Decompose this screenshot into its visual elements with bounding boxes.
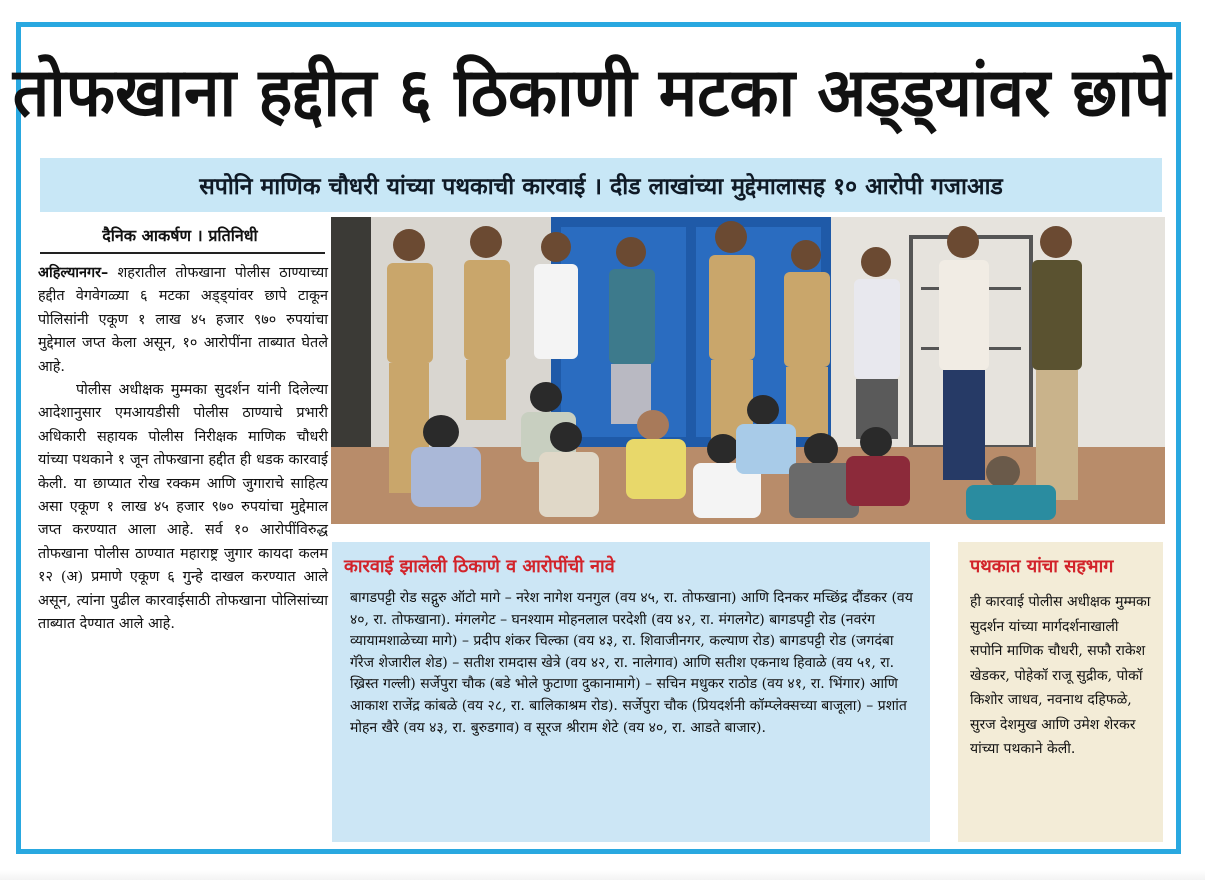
byline-divider [40, 252, 325, 254]
article-body [38, 262, 328, 832]
team-box-title: पथकात यांचा सहभाग [970, 556, 1114, 577]
article-subheadline: सपोनि माणिक चौधरी यांच्या पथकाची कारवाई । दीड लाखांच्या मुद्देमालासह १० आरोपी गजाआड [40, 158, 1162, 212]
page-bottom-edge [0, 870, 1205, 880]
article-paragraph-1 [38, 262, 328, 379]
news-photo [331, 217, 1165, 524]
locations-box-title: कारवाई झालेली ठिकाणे व आरोपींची नावे [344, 556, 615, 577]
locations-box [332, 542, 930, 842]
article-dateline: अहिल्यानगर– [38, 265, 109, 281]
locations-box-text: बागडपट्टी रोड सद्गुरु ऑटो मागे – नरेश नागेश यनगुल (वय ४५, रा. तोफखाना) आणि दिनकर मच्छिंद्र दौंडकर (वय ४०, रा. तोफखाना). मंगलगेट – घनश्याम मोहनलाल परदेशी (वय ४२, रा. मंगलगेट) बागडपट्टी रोड (नवरंग व्यायामशाळेच्या मागे) – प्रदीप शंकर चिल्का (वय ४३, रा. शिवाजीनगर, कल्याण रोड) बागडपट्टी रोड (जगदंबा गॅरेज शेजारील शेड) – सतीश रामदास खेत्रे (वय ४२, रा. नालेगाव) आणि सतीश एकनाथ हिवाळे (वय ५१, रा. ख्रिस्त गल्ली) सर्जेपुरा चौक (बडे भोले फुटाणा दुकानामागे) – सचिन मधुकर राठोड (वय ४१, रा. भिंगार) आणि आकाश राजेंद्र कांबळे (वय २८, रा. बालिकाश्रम रोड). सर्जेपुरा चौक (प्रियदर्शनी कॉम्प्लेक्सच्या बाजूला) – प्रशांत मोहन खैरे (वय ४३, रा. बुरुडगाव) व सूरज श्रीराम शेटे (वय ४०, रा. आडते बाजार). [350, 590, 913, 736]
article-paragraph-1-text: शहरातील तोफखाना पोलीस ठाण्याच्या हद्दीत वेगवेगळ्या ६ मटका अड्ड्यांवर छापे टाकून पोलिसांनी एकूण १ लाख ४५ हजार ९७० रुपयांचा मुद्देमाल जप्त केला असून, १० आरोपींना ताब्यात घेतले आहे. [38, 265, 329, 375]
article-byline: दैनिक आकर्षण । प्रतिनिधी [102, 226, 258, 245]
team-box [958, 542, 1163, 842]
team-box-text: ही कारवाई पोलीस अधीक्षक मुम्मका सुदर्शन यांच्या मार्गदर्शनाखाली सपोनि माणिक चौधरी, सफौ राकेश खेडकर, पोहेकॉ राजू सुद्रीक, पोकॉ किशोर जाधव, नवनाथ दहिफळे, सुरज देशमुख आणि उमेश शेरकर यांच्या पथकाने केली. [970, 594, 1151, 757]
article-headline: तोफखाना हद्दीत ६ ठिकाणी मटका अड्ड्यांवर छापे [12, 53, 1171, 132]
police-team-photo-illustration [331, 217, 1165, 524]
article-paragraph-2: पोलीस अधीक्षक मुम्मका सुदर्शन यांनी दिलेल्या आदेशानुसार एमआयडीसी पोलीस ठाण्याचे प्रभारी अधिकारी सहायक पोलीस निरीक्षक माणिक चौधरी यांच्या पथकाने १ जून तोफखाना हद्दीत ही धडक कारवाई केली. या छाप्यात रोख रक्कम आणि जुगाराचे साहित्य असा एकूण १ लाख ४५ हजार ९७० रुपयांचा मुद्देमाल जप्त करण्यात आला आहे. सर्व १० आरोपींविरुद्ध तोफखाना पोलीस ठाण्यात महाराष्ट्र जुगार कायदा कलम १२ (अ) प्रमाणे एकूण ६ गुन्हे दाखल करण्यात आले असून, त्यांना पुढील कारवाईसाठी तोफखाना पोलिसांच्या ताब्यात देण्यात आले आहे. [38, 382, 328, 633]
